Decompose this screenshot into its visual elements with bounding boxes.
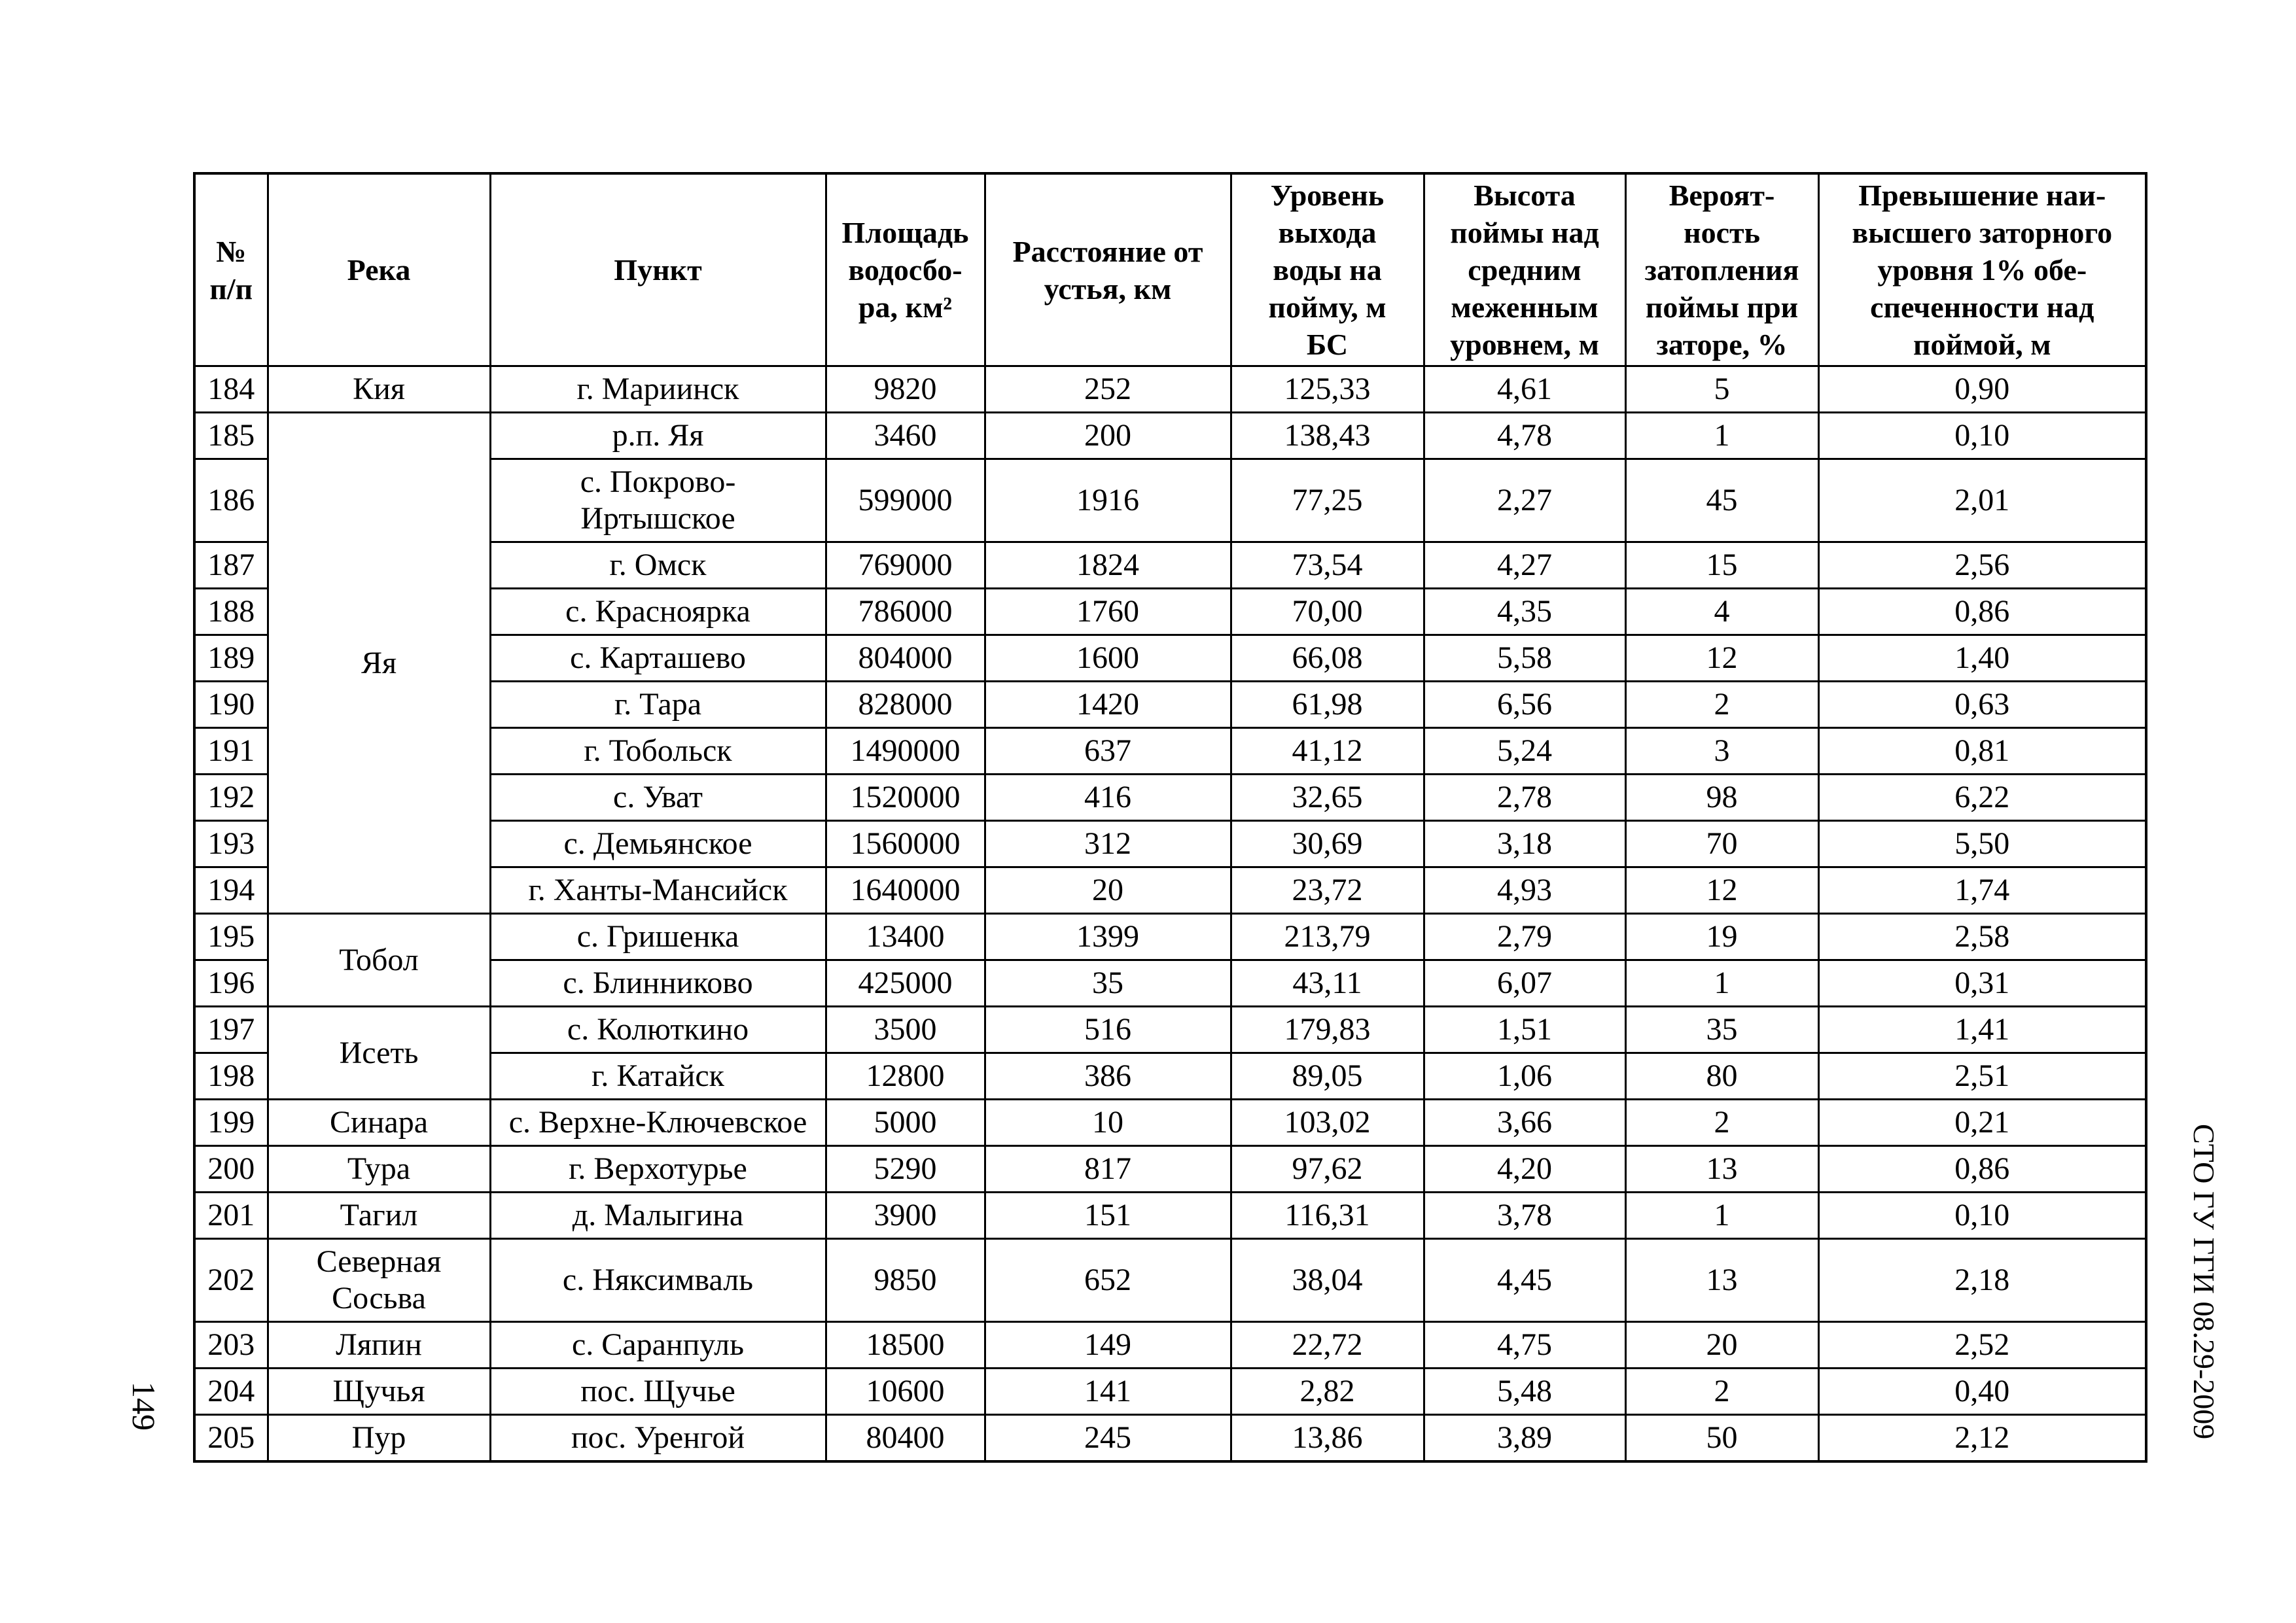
cell-distance-from-mouth: 516 [985,1007,1231,1053]
cell-point: с. Карташево [490,635,826,682]
cell-excess-level: 2,51 [1818,1053,2146,1100]
cell-excess-level: 0,31 [1818,960,2146,1007]
table-row [194,1322,2146,1369]
cell-distance-from-mouth: 416 [985,775,1231,821]
cell-row-number: 186 [194,459,268,542]
cell-row-number: 204 [194,1369,268,1415]
cell-row-number: 198 [194,1053,268,1100]
cell-point: г. Тобольск [490,728,826,775]
cell-excess-level: 2,12 [1818,1415,2146,1462]
cell-outflow-level: 23,72 [1231,867,1424,914]
cell-flood-probability: 2 [1625,1100,1818,1146]
cell-outflow-level: 13,86 [1231,1415,1424,1462]
cell-river: Северная Сосьва [268,1239,490,1322]
cell-river: Кия [268,366,490,413]
cell-catchment-area: 9820 [826,366,985,413]
cell-river: Тура [268,1146,490,1193]
cell-outflow-level: 61,98 [1231,682,1424,728]
cell-outflow-level: 43,11 [1231,960,1424,1007]
table-row [194,914,2146,960]
cell-excess-level: 2,56 [1818,542,2146,589]
column-header-river: Река [268,173,490,366]
cell-excess-level: 0,86 [1818,589,2146,635]
cell-point: с. Блинниково [490,960,826,1007]
cell-floodplain-height: 4,61 [1424,366,1625,413]
cell-catchment-area: 1560000 [826,821,985,867]
cell-row-number: 195 [194,914,268,960]
cell-floodplain-height: 1,51 [1424,1007,1625,1053]
cell-point: с. Верхне-Ключевское [490,1100,826,1146]
cell-distance-from-mouth: 637 [985,728,1231,775]
cell-outflow-level: 38,04 [1231,1239,1424,1322]
column-header-distance-from-mouth: Расстояние от устья, км [985,173,1231,366]
cell-outflow-level: 103,02 [1231,1100,1424,1146]
table-row [194,413,2146,459]
cell-row-number: 190 [194,682,268,728]
cell-floodplain-height: 5,58 [1424,635,1625,682]
cell-excess-level: 0,81 [1818,728,2146,775]
cell-point: д. Малыгина [490,1193,826,1239]
cell-outflow-level: 66,08 [1231,635,1424,682]
cell-flood-probability: 4 [1625,589,1818,635]
cell-catchment-area: 425000 [826,960,985,1007]
cell-floodplain-height: 4,20 [1424,1146,1625,1193]
cell-catchment-area: 3500 [826,1007,985,1053]
cell-flood-probability: 80 [1625,1053,1818,1100]
cell-catchment-area: 786000 [826,589,985,635]
cell-row-number: 185 [194,413,268,459]
table-row [194,1415,2146,1462]
table-row [194,1100,2146,1146]
column-header-excess-level: Превышение наи- высшего заторного уровня 1% обе- спеченности над поймой, м [1818,173,2146,366]
cell-flood-probability: 12 [1625,867,1818,914]
cell-excess-level: 1,74 [1818,867,2146,914]
cell-floodplain-height: 4,45 [1424,1239,1625,1322]
cell-distance-from-mouth: 200 [985,413,1231,459]
cell-outflow-level: 73,54 [1231,542,1424,589]
cell-outflow-level: 97,62 [1231,1146,1424,1193]
cell-floodplain-height: 2,78 [1424,775,1625,821]
cell-row-number: 200 [194,1146,268,1193]
cell-floodplain-height: 5,48 [1424,1369,1625,1415]
cell-outflow-level: 70,00 [1231,589,1424,635]
table-header-row [194,173,2146,366]
cell-outflow-level: 77,25 [1231,459,1424,542]
cell-distance-from-mouth: 1824 [985,542,1231,589]
cell-catchment-area: 5000 [826,1100,985,1146]
cell-flood-probability: 20 [1625,1322,1818,1369]
cell-flood-probability: 15 [1625,542,1818,589]
cell-outflow-level: 41,12 [1231,728,1424,775]
cell-row-number: 202 [194,1239,268,1322]
cell-floodplain-height: 4,35 [1424,589,1625,635]
table-row [194,1007,2146,1053]
cell-distance-from-mouth: 1760 [985,589,1231,635]
cell-distance-from-mouth: 1399 [985,914,1231,960]
cell-excess-level: 0,10 [1818,1193,2146,1239]
cell-river: Исеть [268,1007,490,1100]
cell-floodplain-height: 4,93 [1424,867,1625,914]
cell-distance-from-mouth: 245 [985,1415,1231,1462]
running-header: СТО ГУ ГГИ 08.29-2009 [2187,1124,2221,1440]
cell-floodplain-height: 5,24 [1424,728,1625,775]
cell-flood-probability: 12 [1625,635,1818,682]
cell-distance-from-mouth: 386 [985,1053,1231,1100]
cell-catchment-area: 1640000 [826,867,985,914]
cell-flood-probability: 5 [1625,366,1818,413]
cell-excess-level: 0,63 [1818,682,2146,728]
cell-floodplain-height: 3,78 [1424,1193,1625,1239]
cell-point: г. Омск [490,542,826,589]
cell-point: с. Красноярка [490,589,826,635]
cell-flood-probability: 13 [1625,1146,1818,1193]
cell-flood-probability: 2 [1625,1369,1818,1415]
cell-excess-level: 6,22 [1818,775,2146,821]
cell-catchment-area: 9850 [826,1239,985,1322]
column-header-catchment-area: Площадь водосбо- ра, км² [826,173,985,366]
cell-river: Пур [268,1415,490,1462]
cell-flood-probability: 35 [1625,1007,1818,1053]
cell-distance-from-mouth: 1600 [985,635,1231,682]
cell-row-number: 201 [194,1193,268,1239]
cell-excess-level: 2,18 [1818,1239,2146,1322]
cell-row-number: 194 [194,867,268,914]
cell-outflow-level: 32,65 [1231,775,1424,821]
cell-flood-probability: 1 [1625,413,1818,459]
cell-point: р.п. Яя [490,413,826,459]
table-row [194,1193,2146,1239]
cell-row-number: 184 [194,366,268,413]
cell-outflow-level: 30,69 [1231,821,1424,867]
cell-point: г. Мариинск [490,366,826,413]
cell-outflow-level: 22,72 [1231,1322,1424,1369]
cell-catchment-area: 828000 [826,682,985,728]
cell-flood-probability: 50 [1625,1415,1818,1462]
cell-excess-level: 0,10 [1818,413,2146,459]
cell-outflow-level: 125,33 [1231,366,1424,413]
cell-row-number: 199 [194,1100,268,1146]
cell-flood-probability: 98 [1625,775,1818,821]
column-header-flood-probability: Вероят- ность затопления поймы при заторе, % [1625,173,1818,366]
cell-excess-level: 0,21 [1818,1100,2146,1146]
cell-river: Тагил [268,1193,490,1239]
cell-distance-from-mouth: 817 [985,1146,1231,1193]
cell-catchment-area: 80400 [826,1415,985,1462]
cell-excess-level: 2,58 [1818,914,2146,960]
cell-row-number: 192 [194,775,268,821]
cell-point: с. Колюткино [490,1007,826,1053]
cell-point: с. Демьянское [490,821,826,867]
cell-flood-probability: 1 [1625,960,1818,1007]
cell-row-number: 203 [194,1322,268,1369]
cell-floodplain-height: 4,27 [1424,542,1625,589]
cell-catchment-area: 1490000 [826,728,985,775]
cell-catchment-area: 12800 [826,1053,985,1100]
cell-floodplain-height: 4,75 [1424,1322,1625,1369]
cell-river: Яя [268,413,490,914]
cell-river: Тобол [268,914,490,1007]
cell-distance-from-mouth: 20 [985,867,1231,914]
cell-outflow-level: 116,31 [1231,1193,1424,1239]
cell-point: пос. Щучье [490,1369,826,1415]
cell-row-number: 187 [194,542,268,589]
cell-floodplain-height: 3,89 [1424,1415,1625,1462]
cell-catchment-area: 3460 [826,413,985,459]
cell-floodplain-height: 1,06 [1424,1053,1625,1100]
cell-excess-level: 2,01 [1818,459,2146,542]
cell-row-number: 188 [194,589,268,635]
cell-row-number: 205 [194,1415,268,1462]
cell-river: Щучья [268,1369,490,1415]
cell-distance-from-mouth: 151 [985,1193,1231,1239]
cell-excess-level: 0,86 [1818,1146,2146,1193]
cell-catchment-area: 804000 [826,635,985,682]
cell-row-number: 189 [194,635,268,682]
column-header-number: № п/п [194,173,268,366]
table-row [194,1239,2146,1322]
cell-catchment-area: 769000 [826,542,985,589]
page-number: 149 [126,1382,162,1431]
column-header-outflow-level: Уровень выхода воды на пойму, м БС [1231,173,1424,366]
cell-flood-probability: 45 [1625,459,1818,542]
cell-distance-from-mouth: 1420 [985,682,1231,728]
table-row [194,366,2146,413]
cell-row-number: 197 [194,1007,268,1053]
cell-floodplain-height: 4,78 [1424,413,1625,459]
cell-catchment-area: 1520000 [826,775,985,821]
cell-point: с. Гришенка [490,914,826,960]
cell-excess-level: 1,41 [1818,1007,2146,1053]
cell-distance-from-mouth: 652 [985,1239,1231,1322]
cell-flood-probability: 1 [1625,1193,1818,1239]
cell-point: г. Тара [490,682,826,728]
cell-point: г. Ханты-Мансийск [490,867,826,914]
cell-flood-probability: 13 [1625,1239,1818,1322]
cell-floodplain-height: 2,79 [1424,914,1625,960]
cell-point: с. Уват [490,775,826,821]
cell-outflow-level: 213,79 [1231,914,1424,960]
cell-floodplain-height: 2,27 [1424,459,1625,542]
table-body [194,366,2146,1462]
cell-floodplain-height: 6,56 [1424,682,1625,728]
cell-catchment-area: 18500 [826,1322,985,1369]
cell-row-number: 191 [194,728,268,775]
cell-distance-from-mouth: 252 [985,366,1231,413]
cell-floodplain-height: 6,07 [1424,960,1625,1007]
cell-row-number: 196 [194,960,268,1007]
cell-catchment-area: 599000 [826,459,985,542]
cell-flood-probability: 2 [1625,682,1818,728]
cell-flood-probability: 70 [1625,821,1818,867]
cell-row-number: 193 [194,821,268,867]
cell-distance-from-mouth: 35 [985,960,1231,1007]
cell-outflow-level: 2,82 [1231,1369,1424,1415]
cell-catchment-area: 5290 [826,1146,985,1193]
cell-river: Синара [268,1100,490,1146]
cell-outflow-level: 138,43 [1231,413,1424,459]
table-row [194,1369,2146,1415]
cell-point: с. Няксимваль [490,1239,826,1322]
cell-floodplain-height: 3,66 [1424,1100,1625,1146]
cell-river: Ляпин [268,1322,490,1369]
cell-distance-from-mouth: 312 [985,821,1231,867]
table-row [194,1146,2146,1193]
cell-distance-from-mouth: 10 [985,1100,1231,1146]
cell-point: г. Верхотурье [490,1146,826,1193]
column-header-point: Пункт [490,173,826,366]
cell-floodplain-height: 3,18 [1424,821,1625,867]
cell-point: с. Покрово- Иртышское [490,459,826,542]
column-header-floodplain-height: Высота поймы над средним меженным уровнем, м [1424,173,1625,366]
table-header [194,173,2146,366]
cell-outflow-level: 89,05 [1231,1053,1424,1100]
cell-catchment-area: 3900 [826,1193,985,1239]
cell-distance-from-mouth: 1916 [985,459,1231,542]
cell-flood-probability: 3 [1625,728,1818,775]
cell-point: с. Саранпуль [490,1322,826,1369]
cell-excess-level: 2,52 [1818,1322,2146,1369]
cell-flood-probability: 19 [1625,914,1818,960]
cell-excess-level: 0,90 [1818,366,2146,413]
cell-catchment-area: 13400 [826,914,985,960]
cell-excess-level: 0,40 [1818,1369,2146,1415]
cell-excess-level: 5,50 [1818,821,2146,867]
cell-point: пос. Уренгой [490,1415,826,1462]
cell-outflow-level: 179,83 [1231,1007,1424,1053]
cell-point: г. Катайск [490,1053,826,1100]
cell-distance-from-mouth: 149 [985,1322,1231,1369]
data-table [193,172,2147,1463]
cell-catchment-area: 10600 [826,1369,985,1415]
cell-distance-from-mouth: 141 [985,1369,1231,1415]
cell-excess-level: 1,40 [1818,635,2146,682]
